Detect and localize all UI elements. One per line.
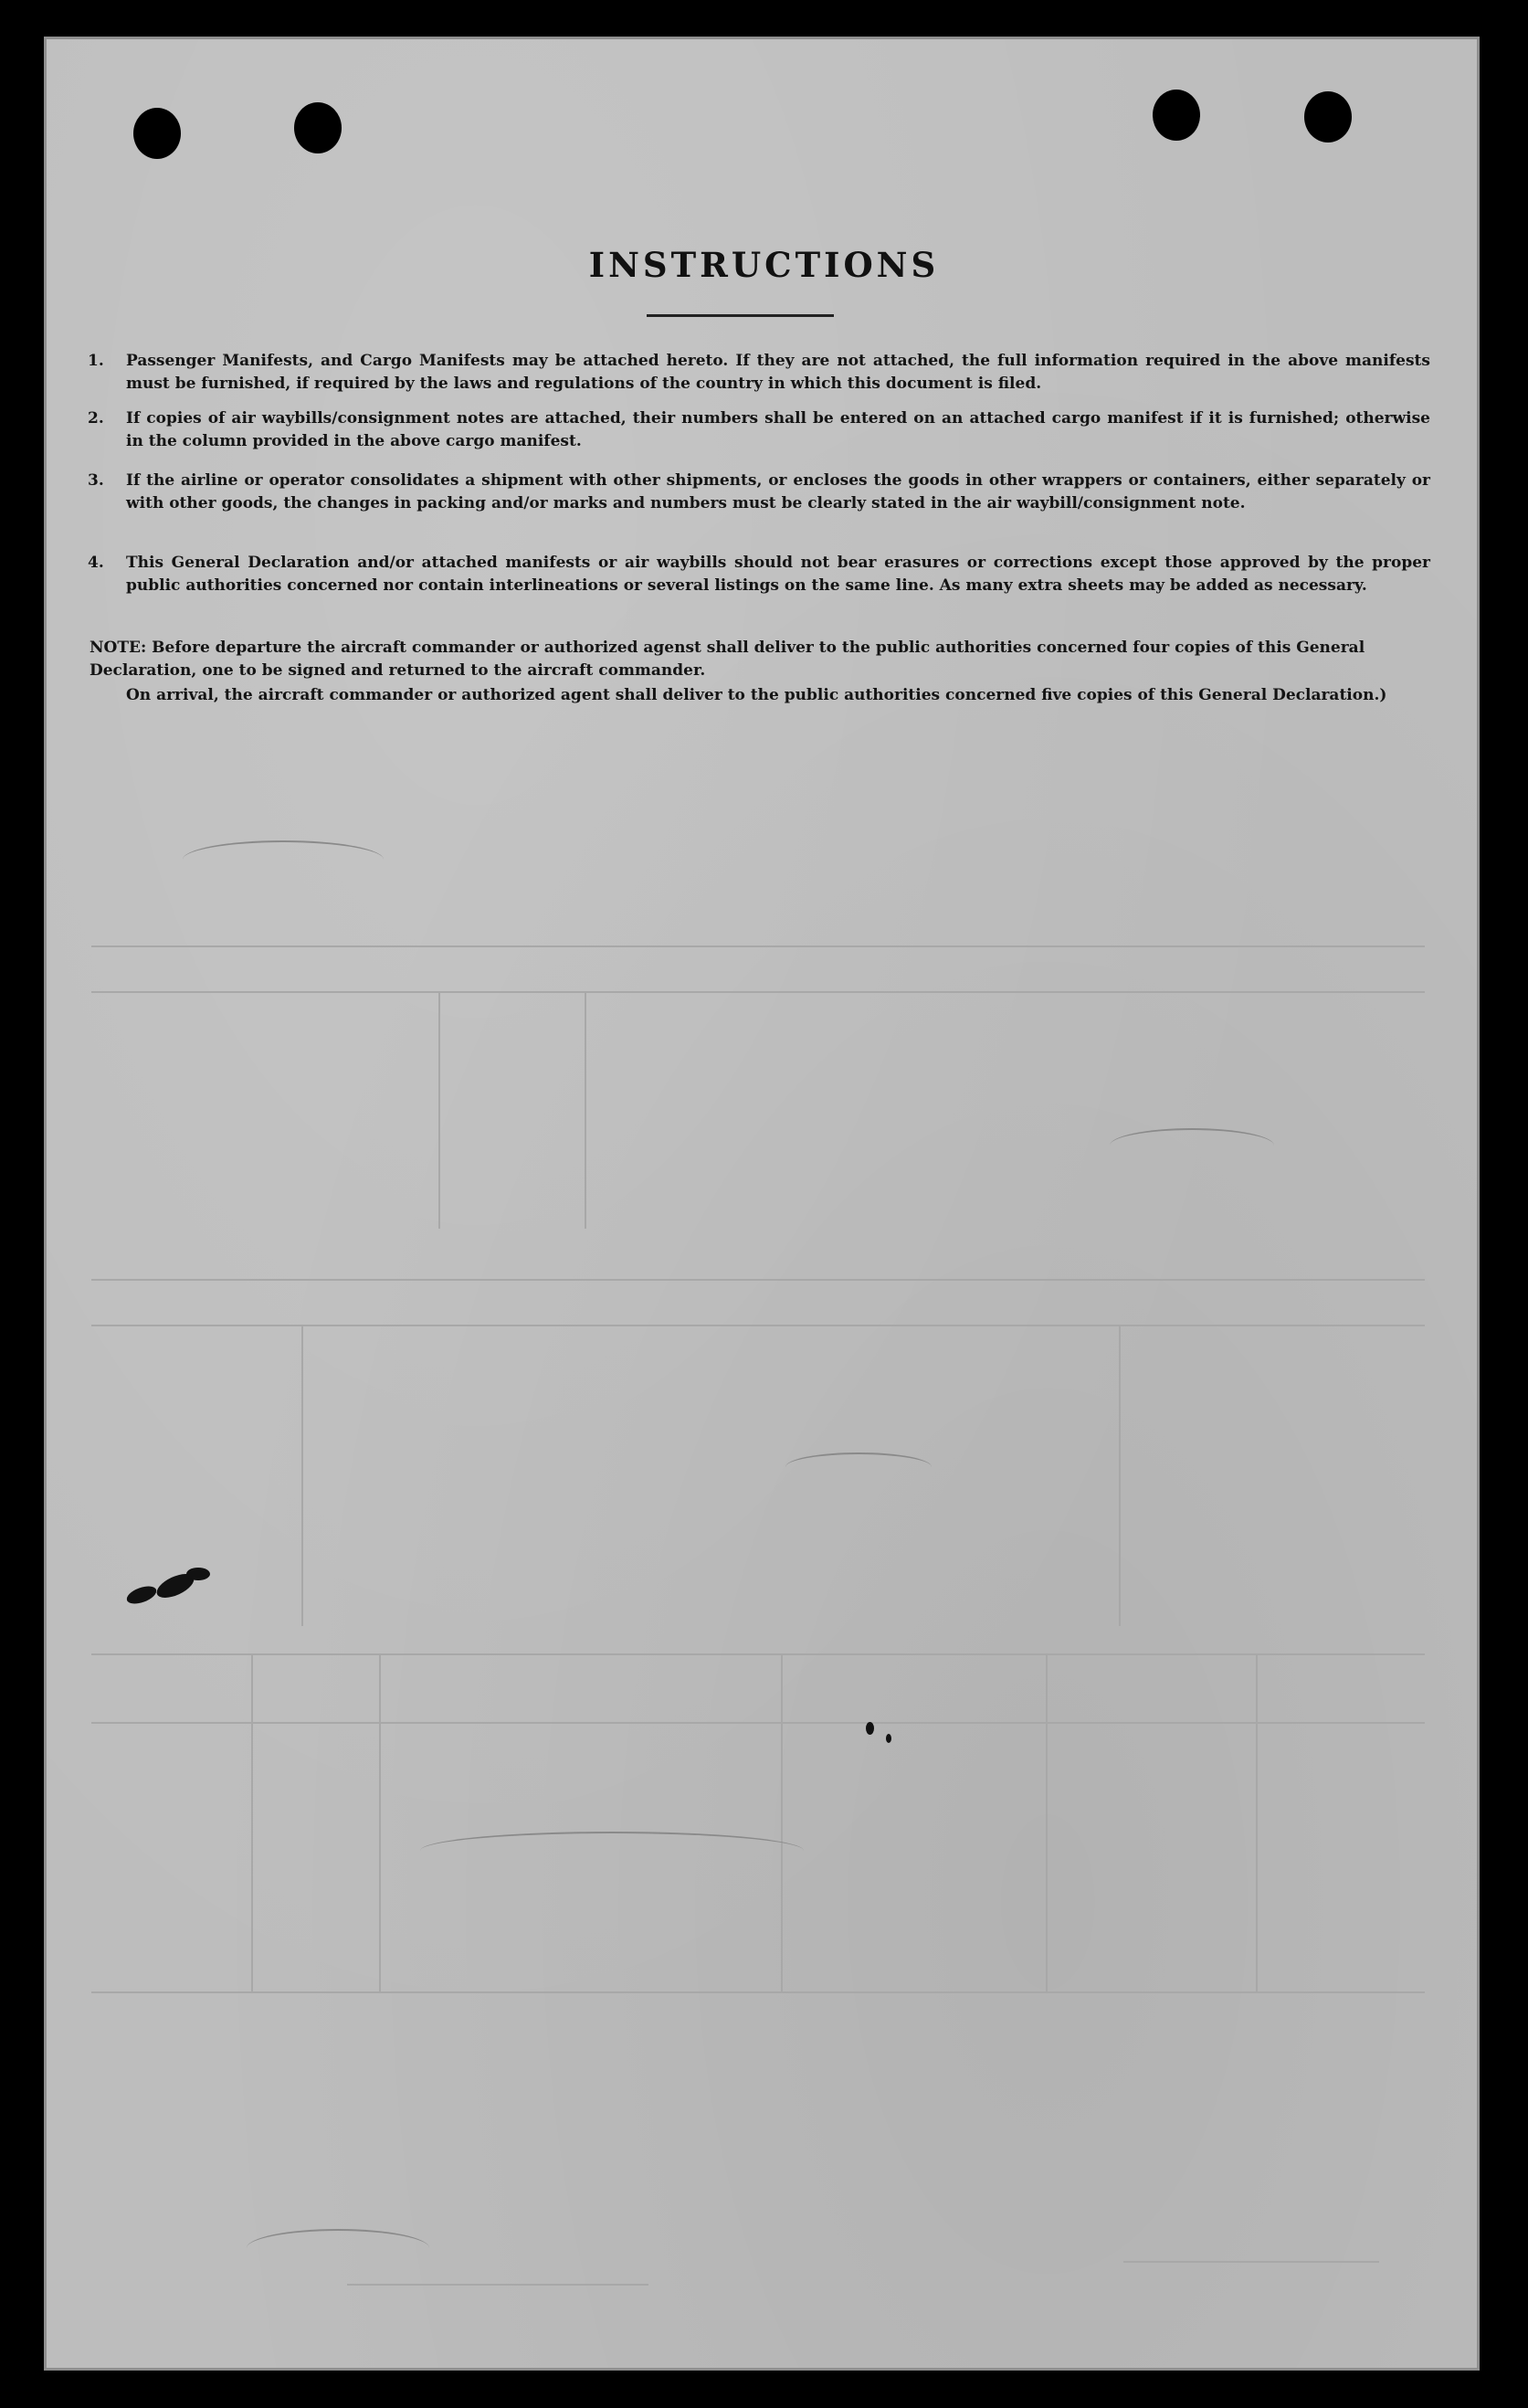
instruction-item [88, 470, 1430, 515]
bleed-through-rule [1046, 1653, 1048, 1991]
ink-blot [186, 1568, 210, 1580]
instruction-number: 2. [88, 409, 104, 428]
instruction-text: This General Declaration and/or attached manifests or air waybills should not bear erasures or corrections except those approved by the proper public authorities concerned nor contain interlineations or several listings on the same line. As many extra sheets may be added as necessary. [126, 554, 1430, 595]
bleed-through-rule [301, 1325, 303, 1626]
handwriting-trace [183, 840, 384, 879]
bleed-through-rule [1119, 1325, 1121, 1626]
instruction-number: 3. [88, 471, 104, 490]
instruction-text: If copies of air waybills/consignment notes are attached, their numbers shall be entered on an attached cargo manifest if it is furnished; otherwise in the column provided in the above cargo manifest. [126, 409, 1430, 450]
bleed-through-rule [781, 1653, 783, 1991]
bleed-through-rule [251, 1653, 253, 1991]
instructions-heading: INSTRUCTIONS [588, 245, 940, 285]
bleed-through-rule [379, 1653, 381, 1991]
note-text: Before departure the aircraft commander or authorized agenst shall deliver to the public authorities concerned four copies of this General Declaration, one to be signed and returned to the aircraft commander. [90, 639, 1365, 680]
note-arrival-paragraph: On arrival, the aircraft commander or authorized agent shall deliver to the public authorities concerned five copies of this General Declaration.) [126, 686, 1387, 704]
bleed-through-rule [91, 1722, 1425, 1724]
bleed-through-rule [347, 2284, 648, 2286]
bleed-through-rule [91, 1991, 1425, 1993]
ink-blot [866, 1722, 874, 1735]
instruction-item [88, 407, 1430, 453]
bleed-through-rule [91, 1279, 1425, 1281]
punch-hole [1153, 90, 1200, 141]
handwriting-trace [785, 1452, 932, 1482]
punch-hole [1304, 91, 1352, 143]
note-label: NOTE: [90, 639, 147, 657]
bleed-through-rule [1256, 1653, 1258, 1991]
punch-hole [294, 102, 342, 153]
bleed-through-rule [91, 1653, 1425, 1655]
bleed-through-rule [585, 991, 586, 1229]
bleed-through-rule [91, 945, 1425, 947]
instruction-item [88, 552, 1430, 597]
note-paragraph [90, 637, 1428, 682]
bleed-through-rule [91, 991, 1425, 993]
punch-hole [133, 108, 181, 159]
handwriting-trace [1110, 1128, 1274, 1163]
handwriting-trace [247, 2229, 429, 2267]
instruction-number: 4. [88, 554, 104, 572]
ink-blot [886, 1734, 891, 1743]
bleed-through-rule [91, 1325, 1425, 1326]
instruction-item [88, 350, 1430, 396]
handwriting-trace [420, 1832, 804, 1870]
instruction-text: If the airline or operator consolidates a shipment with other shipments, or encloses the goods in other wrappers or containers, either separately or with other goods, the changes in packing and/or marks and numbers must be clearly stated in the air waybill/consignment note. [126, 471, 1430, 512]
heading-underline [647, 314, 834, 317]
instruction-number: 1. [88, 352, 104, 370]
instruction-text: Passenger Manifests, and Cargo Manifests may be attached hereto. If they are not attached, the full information required in the above manifests must be furnished, if required by the laws and regulations of the country in which this document is filed. [126, 352, 1430, 393]
bleed-through-rule [1123, 2261, 1379, 2263]
bleed-through-rule [438, 991, 440, 1229]
